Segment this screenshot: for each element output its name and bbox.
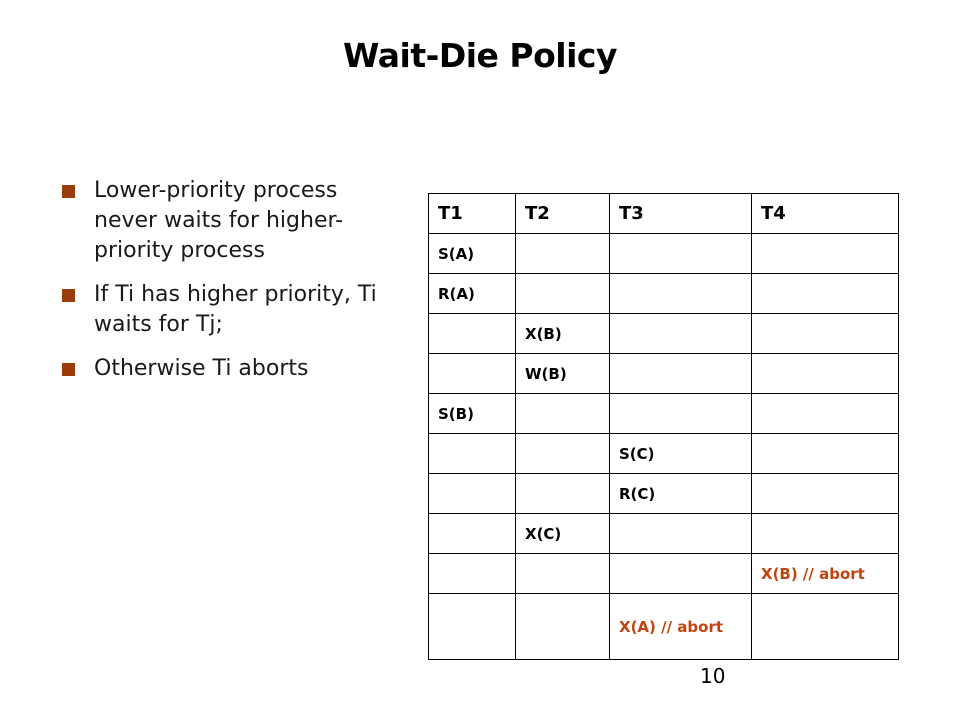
table-header-row <box>429 194 899 234</box>
table-row <box>429 594 899 660</box>
bullet-item <box>62 354 402 384</box>
table-cell <box>516 474 610 514</box>
table-cell <box>752 594 899 660</box>
schedule-table <box>428 193 899 660</box>
header-cell-t2: T2 <box>516 194 610 234</box>
table-cell <box>752 514 899 554</box>
table-cell: R(A) <box>429 274 516 314</box>
table-cell: S(C) <box>610 434 752 474</box>
table-cell <box>610 394 752 434</box>
table-cell <box>610 554 752 594</box>
bullet-list <box>62 176 402 398</box>
table-cell: S(A) <box>429 234 516 274</box>
page-number: 10 <box>700 664 726 688</box>
table-row <box>429 314 899 354</box>
table-cell <box>516 594 610 660</box>
table-cell <box>610 274 752 314</box>
bullet-item <box>62 176 402 266</box>
table-cell <box>752 474 899 514</box>
table-cell <box>752 314 899 354</box>
table-cell <box>516 234 610 274</box>
table-row <box>429 514 899 554</box>
abort-cell: X(A) // abort <box>610 594 752 660</box>
table-cell <box>429 594 516 660</box>
table-cell: X(B) <box>516 314 610 354</box>
table-cell <box>429 474 516 514</box>
square-bullet-icon <box>62 363 75 376</box>
table-cell <box>516 554 610 594</box>
header-cell-t3: T3 <box>610 194 752 234</box>
table-row <box>429 274 899 314</box>
table-cell <box>752 234 899 274</box>
bullet-text: Otherwise Ti aborts <box>94 356 309 381</box>
table-cell <box>429 554 516 594</box>
header-cell-t4: T4 <box>752 194 899 234</box>
table-row <box>429 394 899 434</box>
table-cell <box>752 354 899 394</box>
table-cell: W(B) <box>516 354 610 394</box>
table-row <box>429 434 899 474</box>
table-cell: X(C) <box>516 514 610 554</box>
abort-cell: X(B) // abort <box>752 554 899 594</box>
table-cell <box>516 394 610 434</box>
table-cell <box>429 314 516 354</box>
table-cell <box>429 434 516 474</box>
square-bullet-icon <box>62 289 75 302</box>
table-row <box>429 234 899 274</box>
table-cell <box>610 354 752 394</box>
table-cell: R(C) <box>610 474 752 514</box>
bullet-text: Lower-priority process never waits for higher-priority process <box>94 178 344 263</box>
table-row <box>429 554 899 594</box>
table-row <box>429 354 899 394</box>
table-cell <box>752 274 899 314</box>
table-cell <box>429 354 516 394</box>
bullet-item <box>62 280 402 340</box>
bullet-text: If Ti has higher priority, Ti waits for Tj; <box>94 282 377 337</box>
table-cell <box>610 234 752 274</box>
table-cell <box>516 274 610 314</box>
table-cell <box>429 514 516 554</box>
table-cell <box>610 314 752 354</box>
table-cell <box>752 394 899 434</box>
table-row <box>429 474 899 514</box>
table-cell <box>516 434 610 474</box>
header-cell-t1: T1 <box>429 194 516 234</box>
table-cell: S(B) <box>429 394 516 434</box>
page-title: Wait-Die Policy <box>343 36 617 75</box>
table-cell <box>610 514 752 554</box>
table-cell <box>752 434 899 474</box>
square-bullet-icon <box>62 185 75 198</box>
